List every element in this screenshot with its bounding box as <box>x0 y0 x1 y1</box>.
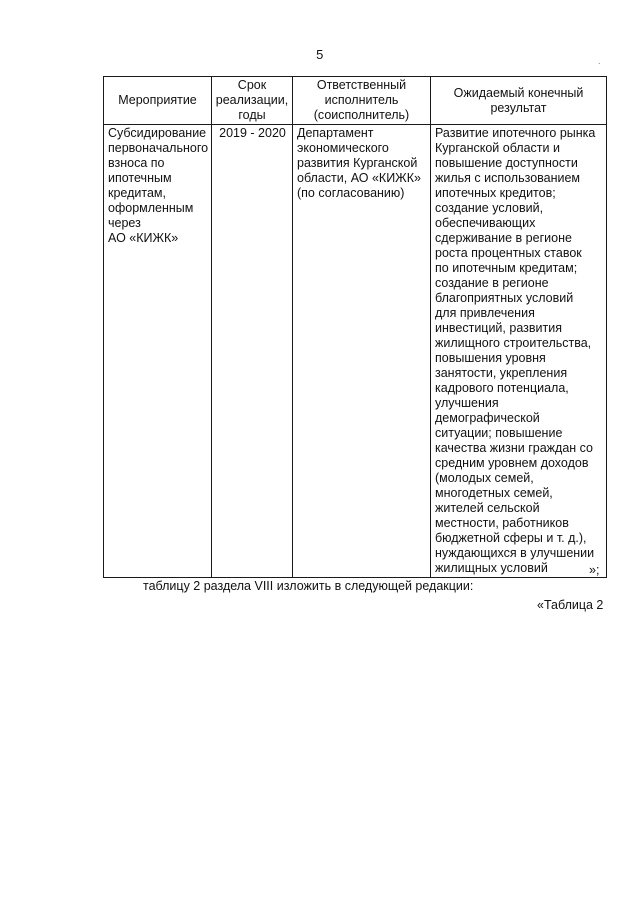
page-number: 5 <box>316 47 324 62</box>
next-table-label: «Таблица 2 <box>537 598 604 612</box>
cell-period <box>212 125 293 578</box>
header-executor: Ответственный исполнитель (соисполнитель) <box>293 77 431 125</box>
measures-table <box>103 76 607 578</box>
cell-executor <box>293 125 431 578</box>
corner-mark: . <box>598 56 601 66</box>
cell-result <box>431 125 607 578</box>
closing-quote: »; <box>589 563 600 577</box>
header-period: Срок реализации, годы <box>212 77 293 125</box>
result-text: Развитие ипотечного рынка Курганской области и повышение доступности жилья с использованием ипотечных кредитов; создание условий, обеспечивающих сдерживание в регионе роста процентных ставок по ипотечным кредитам; создание в регионе благоприятных условий для привлечения инвестиций, развития жилищного строительства, повышения уровня занятости, укрепления кадрового потенциала, улучшения демографической ситуации; повышение качества жизни граждан со средним уровнем доходов (молодых семей, многодетных семей, жителей сельской местности, работников бюджетной сферы и т. д.), нуждающихся в улучшении жилищных условий <box>435 126 596 575</box>
amendment-instruction: таблицу 2 раздела VIII изложить в следующей редакции: <box>143 579 474 593</box>
table-header-row <box>104 77 607 125</box>
measure-text: Субсидирование первоначального взноса по ипотечным кредитам, оформленным через АО «КИЖК» <box>108 126 209 245</box>
cell-measure <box>104 125 212 578</box>
executor-text: Департамент экономического развития Курганской области, АО «КИЖК» (по согласованию) <box>297 126 421 200</box>
table-row <box>104 125 607 578</box>
header-result: Ожидаемый конечный результат <box>431 77 607 125</box>
header-measure: Мероприятие <box>104 77 212 125</box>
period-text: 2019 - 2020 <box>219 126 286 140</box>
